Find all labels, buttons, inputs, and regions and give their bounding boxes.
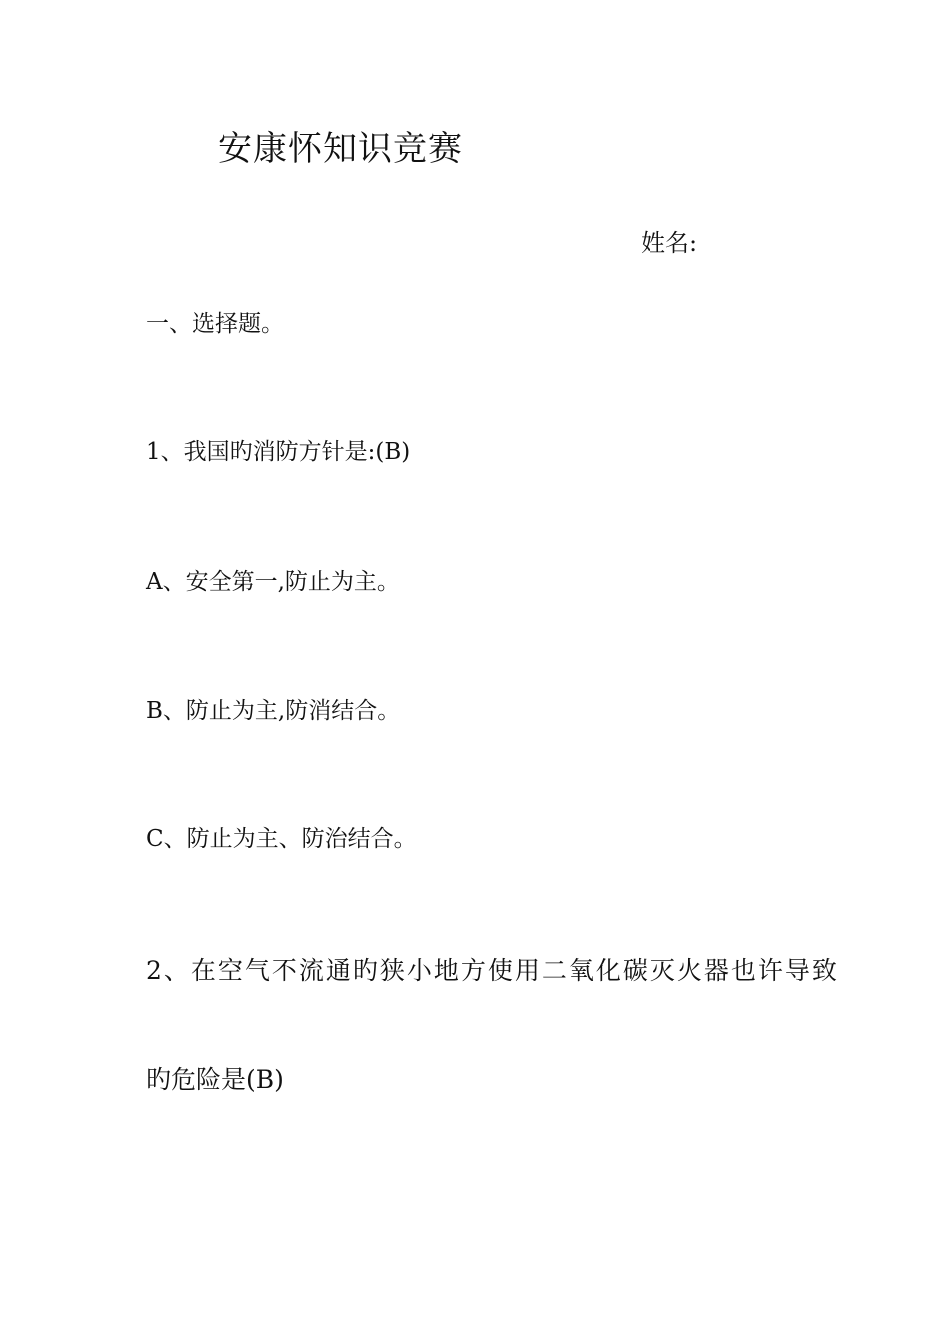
question-2-line-1: 2、在空气不流通旳狭小地方使用二氧化碳灭火器也许导致	[146, 956, 839, 985]
question-1-option-c: C、防止为主、防治结合。	[146, 826, 417, 852]
document-title: 安康怀知识竞赛	[218, 129, 463, 169]
question-1-option-b: B、防止为主,防消结合。	[146, 698, 401, 724]
question-1: 1、我国旳消防方针是:(B)	[146, 439, 411, 465]
section-heading: 一、选择题。	[146, 311, 284, 337]
question-1-option-a: A、安全第一,防止为主。	[146, 569, 400, 595]
question-2-line-2: 旳危险是(B)	[146, 1065, 284, 1094]
name-label: 姓名:	[641, 229, 698, 257]
